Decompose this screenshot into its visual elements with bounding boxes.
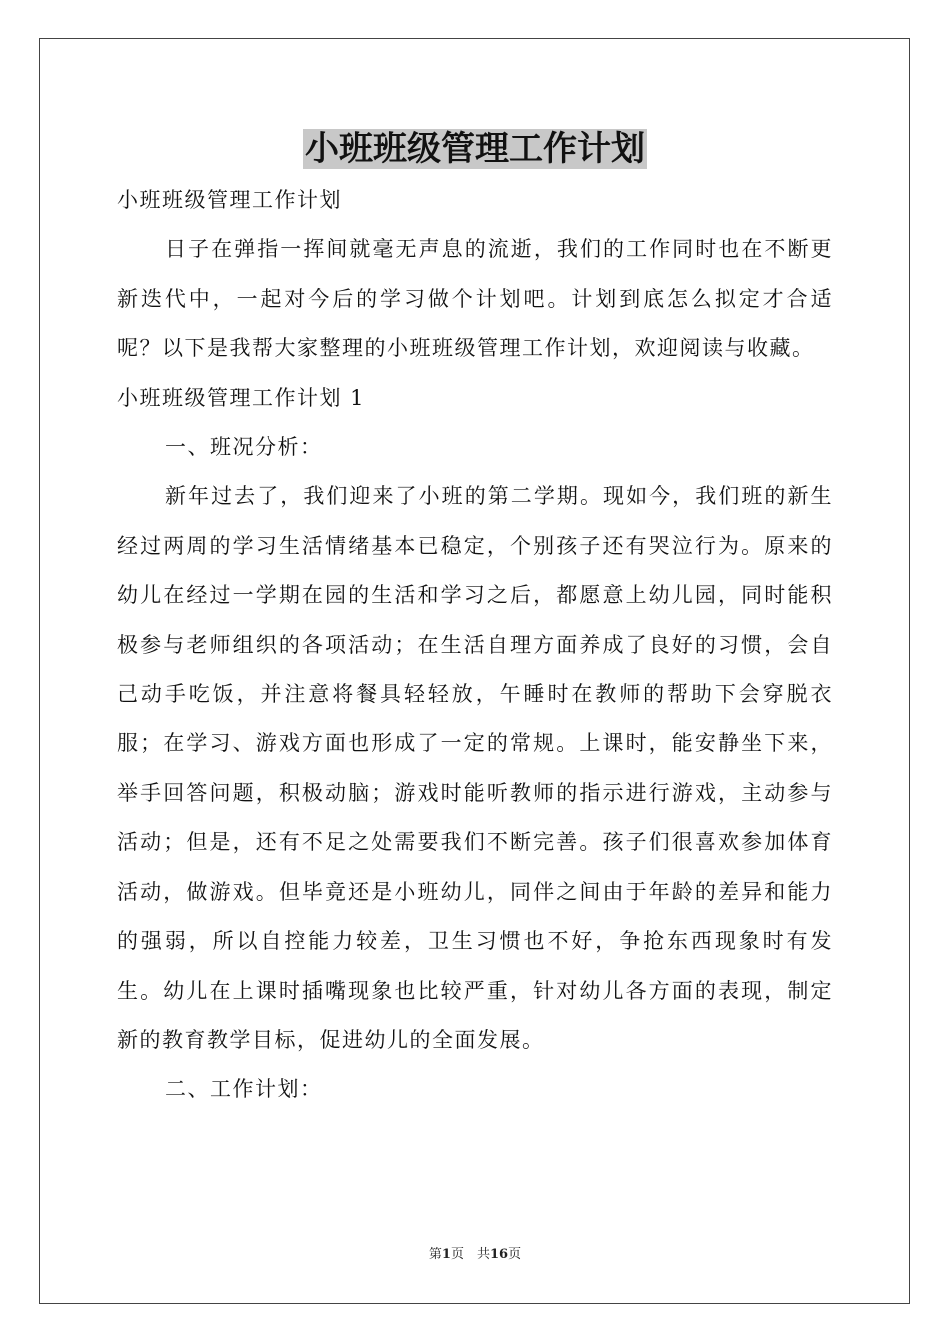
paragraph-heading-work-plan: 二、工作计划： xyxy=(165,1077,323,1102)
document-title xyxy=(0,126,950,172)
footer-page-suffix: 页 xyxy=(508,1247,522,1262)
paragraph-heading-class-analysis: 一、班况分析： xyxy=(165,435,323,460)
page-footer xyxy=(0,1246,950,1264)
paragraph-subtitle: 小班班级管理工作计划 xyxy=(117,188,342,212)
footer-page-total: 16 xyxy=(489,1247,509,1262)
document-body xyxy=(117,176,833,1115)
document-title-text: 小班班级管理工作计划 xyxy=(305,129,645,169)
paragraph-section-heading: 小班班级管理工作计划 1 xyxy=(117,385,366,410)
footer-page-current: 1 xyxy=(441,1247,451,1262)
paragraph-intro: 日子在弹指一挥间就毫无声息的流逝，我们的工作同时也在不断更新迭代中，一起对今后的学习做个计划吧。计划到底怎么拟定才合适呢？以下是我帮大家整理的小班班级管理工作计划，欢迎阅读与收藏。 xyxy=(117,237,833,361)
paragraph-class-analysis: 新年过去了，我们迎来了小班的第二学期。现如今，我们班的新生经过两周的学习生活情绪基本已稳定，个别孩子还有哭泣行为。原来的幼儿在经过一学期在园的生活和学习之后，都愿意上幼儿园，同时能积极参与老师组织的各项活动；在生活自理方面养成了良好的习惯，会自己动手吃饭，并注意将餐具轻轻放，午睡时在教师的帮助下会穿脱衣服；在学习、游戏方面也形成了一定的常规。上课时，能安静坐下来，举手回答问题，积极动脑；游戏时能听教师的指示进行游戏，主动参与活动；但是，还有不足之处需要我们不断完善。孩子们很喜欢参加体育活动，做游戏。但毕竟还是小班幼儿，同伴之间由于年龄的差异和能力的强弱，所以自控能力较差，卫生习惯也不好，争抢东西现象时有发生。幼儿在上课时插嘴现象也比较严重，针对幼儿各方面的表现，制定新的教育教学目标，促进幼儿的全面发展。 xyxy=(117,484,833,1052)
footer-page-mid: 页 共 xyxy=(450,1247,490,1262)
footer-page-prefix: 第 xyxy=(428,1247,442,1262)
